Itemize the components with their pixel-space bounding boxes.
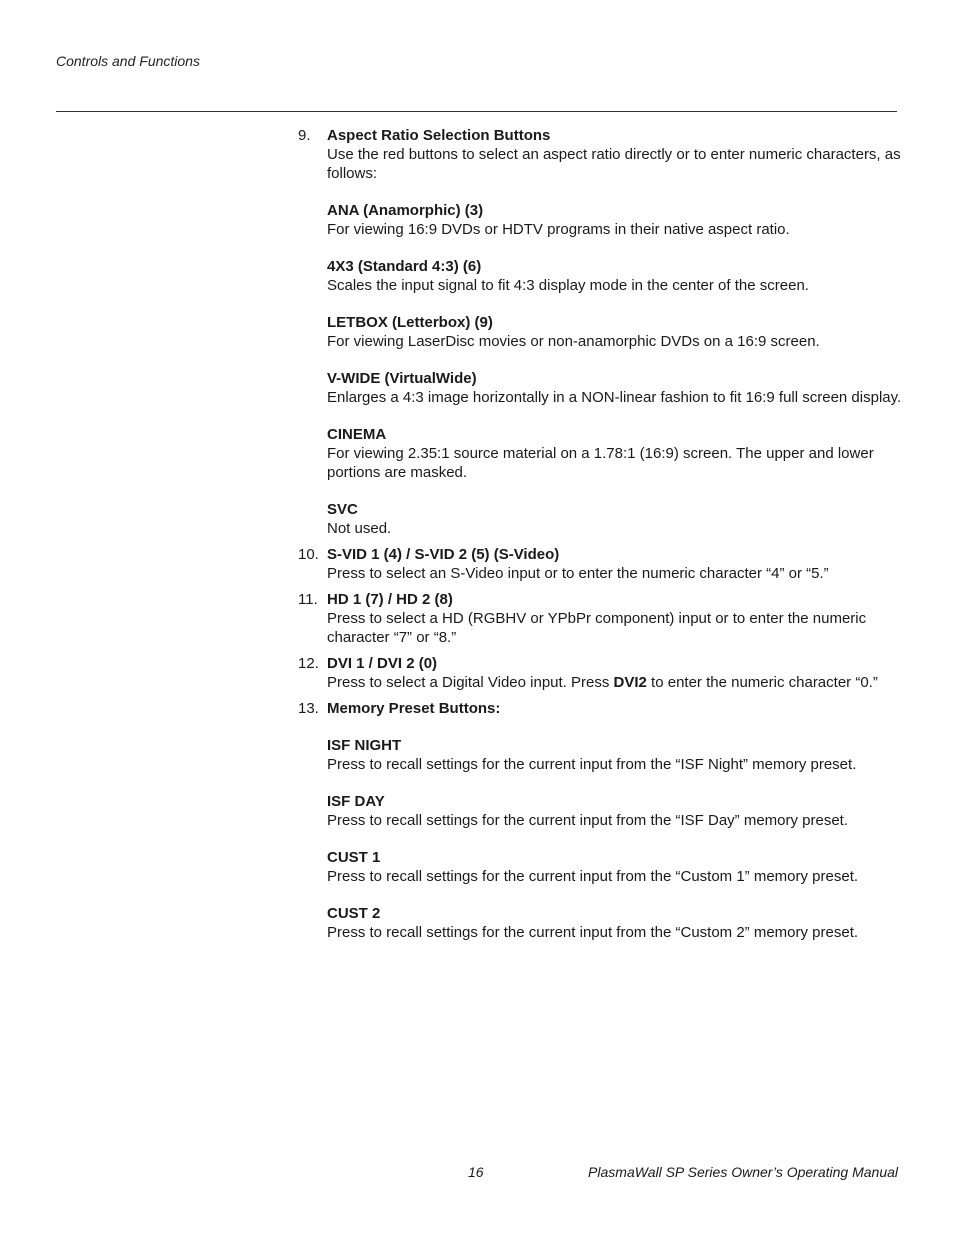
sub-item-body: Press to recall settings for the current input from the “ISF Day” memory preset. xyxy=(327,812,849,829)
item-title: S-VID 1 (4) / S-VID 2 (5) (S-Video) xyxy=(327,546,560,563)
sub-item-title: LETBOX (Letterbox) (9) xyxy=(327,314,493,331)
list-item-10 xyxy=(0,545,954,583)
item-title: Aspect Ratio Selection Buttons xyxy=(327,127,551,144)
item-number: 13. xyxy=(298,700,319,717)
sub-item-body: Enlarges a 4:3 image horizontally in a NON-linear fashion to fit 16:9 full screen display. xyxy=(327,389,902,406)
sub-item-standard xyxy=(0,257,954,295)
item-number: 9. xyxy=(298,127,311,144)
sub-item-body: Press to recall settings for the current input from the “ISF Night” memory preset. xyxy=(327,756,857,773)
sub-item-title: CUST 2 xyxy=(327,905,381,922)
item-body: Press to select a HD (RGBHV or YPbPr component) input or to enter the numeric character “7” or “8.” xyxy=(327,610,867,646)
item-title: Memory Preset Buttons: xyxy=(327,700,501,717)
sub-item-title: SVC xyxy=(327,501,358,518)
sub-item-title: ISF DAY xyxy=(327,793,385,810)
list-item-13 xyxy=(0,699,954,942)
sub-item-body: Press to recall settings for the current input from the “Custom 2” memory preset. xyxy=(327,924,859,941)
sub-item-body: Scales the input signal to fit 4:3 display mode in the center of the screen. xyxy=(327,277,809,294)
sub-item-title: 4X3 (Standard 4:3) (6) xyxy=(327,258,482,275)
sub-item-anamorphic xyxy=(0,201,954,239)
list-item-11 xyxy=(0,590,954,647)
sub-item-cust-1 xyxy=(0,848,954,886)
item-body: Press to select an S-Video input or to enter the numeric character “4” or “5.” xyxy=(327,565,829,582)
header-rule xyxy=(56,111,897,112)
sub-item-body: Not used. xyxy=(327,520,392,537)
item-number: 10. xyxy=(298,546,319,563)
sub-item-isf-night xyxy=(0,736,954,774)
item-body xyxy=(327,673,902,692)
running-header: Controls and Functions xyxy=(56,53,200,69)
list-item-12 xyxy=(0,654,954,692)
sub-item-title: ISF NIGHT xyxy=(327,737,402,754)
sub-item-svc xyxy=(0,500,954,538)
list-item-9 xyxy=(0,126,954,538)
sub-item-title: CUST 1 xyxy=(327,849,381,866)
item-body-text: to enter the numeric character “0.” xyxy=(646,674,878,691)
item-title: HD 1 (7) / HD 2 (8) xyxy=(327,591,453,608)
page-content xyxy=(0,126,954,942)
sub-item-cinema xyxy=(0,425,954,482)
sub-item-body: Press to recall settings for the current input from the “Custom 1” memory preset. xyxy=(327,868,859,885)
item-body-keyword: DVI2 xyxy=(613,674,647,691)
sub-item-letterbox xyxy=(0,313,954,351)
sub-item-body: For viewing 2.35:1 source material on a 1.78:1 (16:9) screen. The upper and lower portions are masked. xyxy=(327,445,874,481)
page-number: 16 xyxy=(468,1164,484,1180)
sub-item-virtualwide xyxy=(0,369,954,407)
sub-item-body: For viewing LaserDisc movies or non-anamorphic DVDs on a 16:9 screen. xyxy=(327,333,820,350)
item-number: 11. xyxy=(298,591,318,608)
sub-item-title: CINEMA xyxy=(327,426,387,443)
manual-title: PlasmaWall SP Series Owner’s Operating Manual xyxy=(588,1164,898,1180)
item-body-text: Press to select a Digital Video input. Press xyxy=(327,674,614,691)
sub-item-title: ANA (Anamorphic) (3) xyxy=(327,202,484,219)
item-body: Use the red buttons to select an aspect ratio directly or to enter numeric characters, as follows: xyxy=(327,146,901,182)
sub-item-cust-2 xyxy=(0,904,954,942)
sub-item-isf-day xyxy=(0,792,954,830)
item-title: DVI 1 / DVI 2 (0) xyxy=(327,655,438,672)
sub-item-body: For viewing 16:9 DVDs or HDTV programs in their native aspect ratio. xyxy=(327,221,790,238)
sub-item-title: V-WIDE (VirtualWide) xyxy=(327,370,477,387)
item-number: 12. xyxy=(298,655,319,672)
